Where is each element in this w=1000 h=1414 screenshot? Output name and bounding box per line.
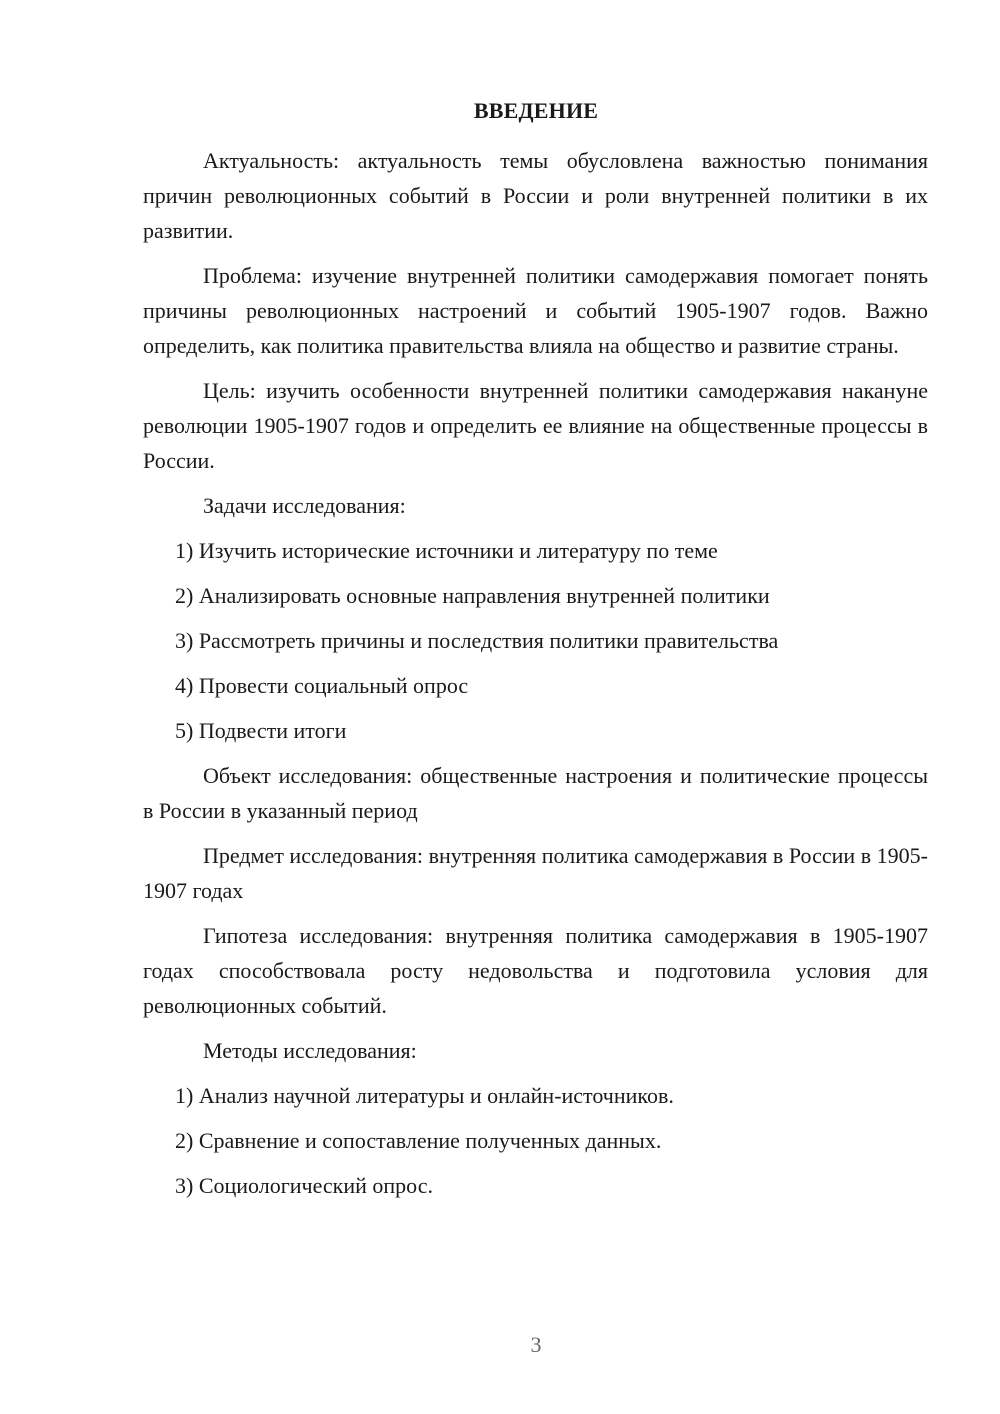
method-item: 2) Сравнение и сопоставление полученных данных. <box>175 1128 662 1153</box>
method-item: 1) Анализ научной литературы и онлайн-источников. <box>175 1083 674 1108</box>
task-item: 1) Изучить исторические источники и литературу по теме <box>175 538 718 563</box>
page-number: 3 <box>530 1332 542 1357</box>
object-paragraph: Объект исследования: общественные настроения и политические процессы в России в указанный период <box>143 763 928 823</box>
section-title: ВВЕДЕНИЕ <box>473 98 599 123</box>
document-body <box>143 143 928 1213</box>
task-item: 2) Анализировать основные направления внутренней политики <box>175 583 770 608</box>
hypothesis-paragraph: Гипотеза исследования: внутренняя политика самодержавия в 1905-1907 годах способствовала росту недовольства и подготовила условия для революционных событий. <box>143 923 928 1018</box>
goal-paragraph: Цель: изучить особенности внутренней политики самодержавия накануне революции 1905-1907 годов и определить ее влияние на общественные процессы в России. <box>143 378 928 473</box>
task-item: 5) Подвести итоги <box>175 718 347 743</box>
task-item: 3) Рассмотреть причины и последствия политики правительства <box>175 628 779 653</box>
methods-heading: Методы исследования: <box>203 1038 417 1063</box>
task-item: 4) Провести социальный опрос <box>175 673 469 698</box>
method-item: 3) Социологический опрос. <box>175 1173 433 1198</box>
relevance-paragraph: Актуальность: актуальность темы обусловлена важностью понимания причин революционных событий в России и роли внутренней политики в их развитии. <box>143 148 928 243</box>
tasks-heading: Задачи исследования: <box>203 493 406 518</box>
problem-paragraph: Проблема: изучение внутренней политики самодержавия помогает понять причины революционных настроений и событий 1905-1907 годов. Важно определить, как политика правительства влияла на общество и развитие страны. <box>143 263 928 358</box>
subject-paragraph: Предмет исследования: внутренняя политика самодержавия в России в 1905-1907 годах <box>143 843 928 903</box>
